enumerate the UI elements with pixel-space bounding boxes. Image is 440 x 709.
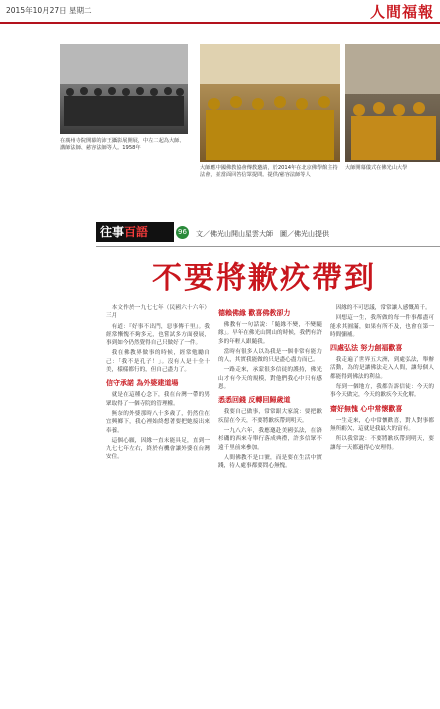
section-subhead: 四處弘法 努力創福歡喜 (330, 344, 403, 353)
article-paragraph: 當時有很多人以為我是一個非常有能力的人，其實我能做的只是盡心盡力而已。 (218, 348, 322, 364)
ceremony-photo-3 (345, 44, 440, 162)
section-subhead: 悉悉回錢 反轉回歸歲道 (218, 396, 291, 405)
article-column-2 (218, 304, 322, 472)
newspaper-logo: 人間福報 (369, 3, 434, 21)
article-paragraph: 一生走來，心中常懷歡喜，對人對事都無所虧欠，這就是我最大的富有。 (330, 417, 434, 432)
article-paragraph: 我走遍了世界五大洲，到處弘法，舉辦活動，為的是讓佛法走入人間，讓每個人都能得到佛法的利益。 (330, 357, 434, 380)
article-paragraph: 這個心願，因緣一直未能具足，直到一九七七年左右，終於有機會讓外婆在台灣安住。 (106, 437, 210, 461)
byline: 文／佛光山開山星雲大師 圖／佛光山提供 (196, 230, 329, 238)
article-paragraph: 我在佛教界做事的時候，經常勉勵自己：「我不是孔子！」。沒有人是十全十美，樣樣都行的，但自己盡力了。 (106, 350, 210, 374)
column-title-part-2: 百語 (124, 225, 149, 239)
article-column-1 (106, 304, 210, 464)
column-title (96, 222, 174, 242)
divider-line (96, 246, 440, 247)
photo-2-caption: 大師應中國佛教協會傳教邀請，於2014年在北京佛學館主持法會，並當面回答信眾提問。提供/慈容法師等人 (200, 165, 338, 178)
article-paragraph: 因緣的不可思議，常常讓人感慨萬千。 (335, 305, 431, 311)
group-photo-1 (60, 44, 188, 134)
section-subhead: 信守承諾 為外婆建道場 (106, 379, 179, 388)
article-paragraph: 我要自己做事，常常跟大家說：要把歉疚留在今天，不要將歉疚帶到明天。 (218, 409, 322, 424)
article-paragraph: 有道：『好事不出門，惡事傳千里』。我經常慚愧不夠多元，也嘗試多方面發展，事到如今仍然覺得自己只做好了一件。 (106, 323, 210, 347)
section-subhead: 齋好無愧 心中常懷歡喜 (330, 404, 403, 413)
article-paragraph: 每到一個地方，我都告訴信徒：今天的事今天做完，今天的歉疚今天化解。 (330, 384, 434, 399)
column-title-part-1: 往事 (100, 225, 125, 239)
section-subhead: 德賴佛緣 歡喜佛教卻力 (218, 309, 291, 317)
issue-date: 2015年10月27日 星期二 (6, 6, 92, 15)
article-paragraph: 就是在這種心念下，我在台灣一帶的男眾取得了一個寺院的管理權。 (106, 392, 210, 407)
article-paragraph: 所以我常說：不要將歉疚帶到明天，要讓每一天都過得心安理得。 (330, 436, 434, 451)
newspaper-header (0, 0, 440, 24)
article-column-3 (330, 304, 434, 454)
photo-3-caption: 大師開幕儀式在佛光山大學 (345, 165, 408, 171)
event-photo-2 (200, 44, 340, 162)
article-headline: 不要將歉疚帶到 (152, 261, 376, 296)
article-paragraph: 一路走來，承蒙很多信徒的護持，佛光山才有今天的規模，對他們我心中只有感恩。 (218, 367, 322, 391)
article-paragraph: 人間佛教不是口號，而是要在生活中實踐，待人處事都要問心無愧。 (218, 454, 322, 470)
event-photo-2-image (200, 44, 340, 162)
article-paragraph: 一九八六年，我應邀赴美國弘法，在洛杉磯的西來寺舉行落成典禮，許多信眾不遠千里前來參加。 (218, 427, 322, 451)
ceremony-photo-3-image (345, 44, 440, 162)
article-paragraph: 佛教有一句話說：「隨緣不變，不變隨緣」。早年在佛光山開山的時候，我們有許多的年輕人跟隨我。 (218, 322, 322, 345)
photo-1-caption: 在廣州寺院開幕的沛王攝影展開展，中左二起為大師、講師法師、慈容法師等人。1958年 (60, 138, 185, 151)
article-paragraph: 無奈的外婆那時八十多歲了，仍然住在宜興鄉下，我心裡始終想著要把她接出來奉養。 (106, 410, 210, 434)
group-photo-1-image (60, 44, 188, 134)
article-paragraph: 回想這一生，我所做的每一件事都盡可能求其圓滿，如果有所不及，也會在第一時間彌補。 (330, 315, 434, 338)
article-paragraph: 本文作於一九七七年（民國六十六年）三月 (106, 305, 210, 320)
episode-number-badge: 96 (176, 226, 189, 239)
